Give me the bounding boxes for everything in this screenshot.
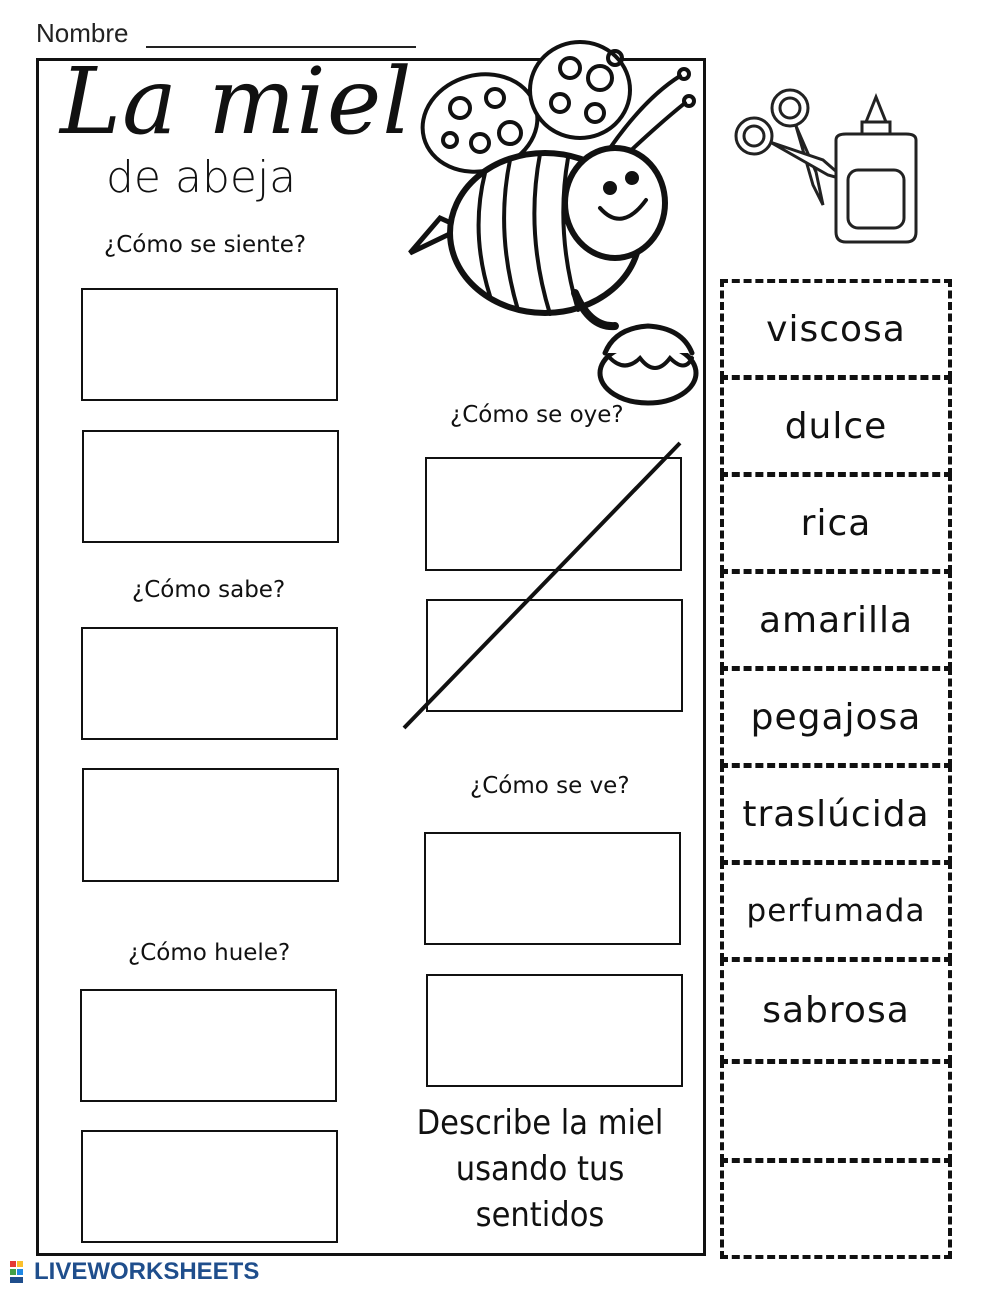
word-card[interactable]: traslúcida [720,764,952,864]
name-label: Nombre [36,18,129,48]
word-card[interactable]: viscosa [720,279,952,379]
answer-box-ve-1[interactable] [424,832,681,945]
answer-box-sabe-2[interactable] [82,768,339,882]
word-card[interactable]: amarilla [720,570,952,670]
cross-out-line [400,440,685,732]
word-card[interactable]: rica [720,473,952,573]
word-card-empty[interactable] [720,1060,952,1162]
answer-box-sabe-1[interactable] [81,627,338,740]
question-siente: ¿Cómo se siente? [104,232,307,258]
glue-bottle-icon [826,92,926,247]
question-huele: ¿Cómo huele? [128,940,291,966]
word-card[interactable]: pegajosa [720,667,952,767]
word-card-empty[interactable] [720,1159,952,1259]
word-card[interactable]: sabrosa [720,958,952,1063]
page-subtitle: de abeja [106,152,297,203]
instruction-line-1: Describe la miel [416,1103,664,1143]
answer-box-ve-2[interactable] [426,974,683,1087]
brand-logo [10,1258,259,1286]
page-title: La miel [60,48,413,155]
brand-label: LIVEWORKSHEETS [34,1258,260,1285]
word-card[interactable]: perfumada [720,861,952,961]
question-sabe: ¿Cómo sabe? [132,577,286,603]
question-ve: ¿Cómo se ve? [470,773,630,799]
instruction-line-3: sentidos [475,1195,605,1235]
answer-box-siente-2[interactable] [82,430,339,543]
liveworksheets-icon [10,1259,30,1285]
word-card[interactable]: dulce [720,376,952,476]
instruction-text [400,1100,680,1238]
bee-illustration-icon [400,28,700,408]
answer-box-siente-1[interactable] [81,288,338,401]
instruction-line-2: usando tus [455,1149,625,1189]
question-oye: ¿Cómo se oye? [450,402,624,428]
answer-box-huele-1[interactable] [80,989,337,1102]
answer-box-huele-2[interactable] [81,1130,338,1243]
